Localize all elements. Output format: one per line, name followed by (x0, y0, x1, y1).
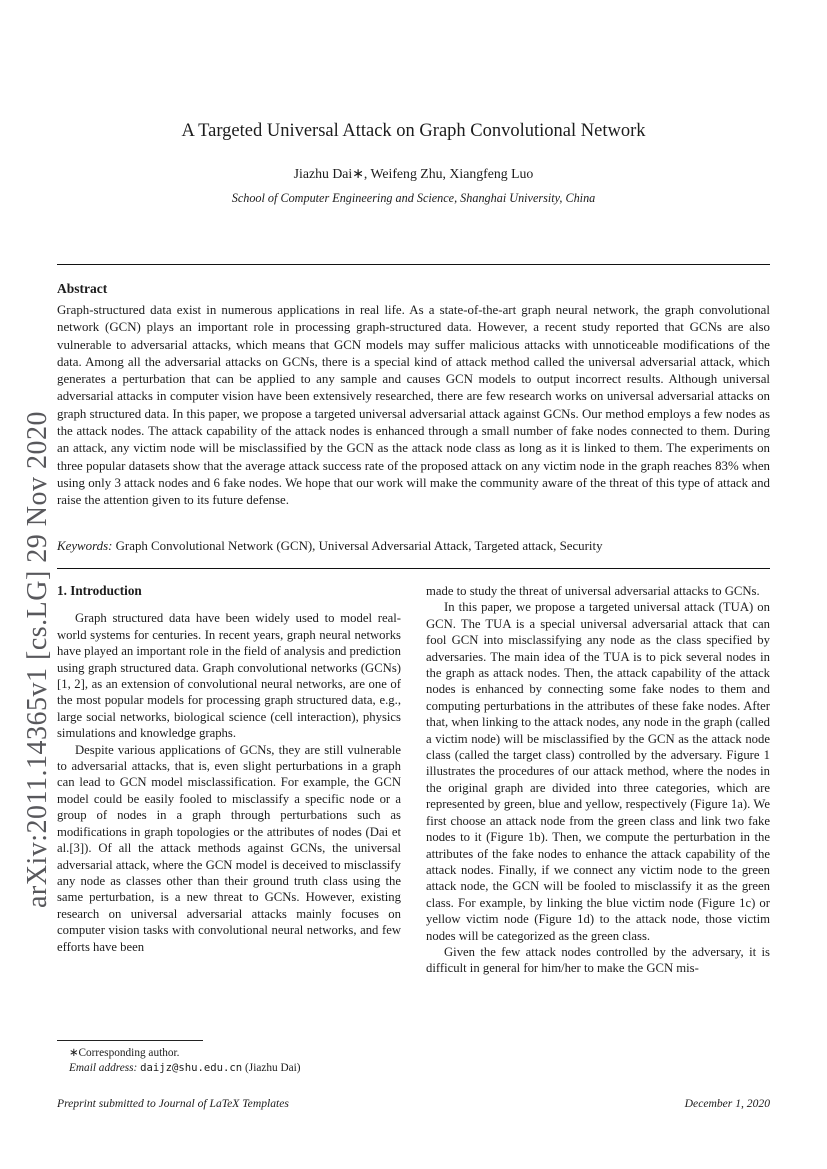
abstract-body: Graph-structured data exist in numerous applications in real life. As a state-of-the-art graph neural network, the graph convolutional network (GCN) plays an important role in processing graph-structured data. However, a recent study reported that GCNs are also vulnerable to adversarial attacks, which means that GCN models may suffer malicious attacks with unnoticeable modifications of the data. Among all the adversarial attacks on GCNs, there is a special kind of attack method called the universal adversarial attack, which generates a perturbation that can be applied to any sample and causes GCN models to output incorrect results. Although universal adversarial attacks in computer vision have been extensively researched, there are few research works on universal adversarial attacks on graph structured data. In this paper, we propose a targeted universal adversarial attack against GCNs. Our method employs a few nodes as the attack nodes. The attack capability of the attack nodes is enhanced through a small number of fake nodes connected to them. During an attack, any victim node will be misclassified by the GCN as the attack node class as long as it is linked to them. The experiments on three popular datasets show that the average attack success rate of the proposed attack on any victim node in the graph reaches 83% when using only 3 attack nodes and 6 fake nodes. We hope that our work will make the community aware of the threat of this type of attack and raise the attention given to its future defense. (57, 303, 770, 508)
footnote-corresponding-author: ∗Corresponding author. (69, 1047, 180, 1059)
paper-title: A Targeted Universal Attack on Graph Convolutional Network (181, 121, 646, 141)
footnote-email-label: Email address: (69, 1061, 138, 1074)
paragraph: Despite various applications of GCNs, they are still vulnerable to adversarial attacks, that is, even slight perturbations in a graph can lead to GCN model misclassification. For example, the GCN model could be easily fooled to misclassify a specific node or a group of nodes in a graph through perturbations such as modifications in graph topologies or the attributes of nodes (Dai et al.[3]). Of all the attack methods against GCNs, the universal adversarial attack, where the GCN model is deceived to misclassify any node as classes other than their ground truth class using the same perturbation, is a new threat to GCNs. However, existing research on universal adversarial attacks mainly focuses on computer vision tasks with convolutional neural networks, and few efforts have been (57, 742, 401, 954)
footnote-email-line (57, 1061, 425, 1076)
arxiv-watermark: arXiv:2011.14365v1 [cs.LG] 29 Nov 2020 (22, 410, 53, 908)
footer-line (57, 1097, 770, 1110)
keywords-text: Graph Convolutional Network (GCN), Universal Adversarial Attack, Targeted attack, Security (115, 539, 603, 553)
paragraph: Given the few attack nodes controlled by the adversary, it is difficult in general for him/her to make the GCN mis- (426, 944, 770, 976)
keywords-label: Keywords: (57, 539, 113, 553)
footnote-email-address: daijz@shu.edu.cn (140, 1061, 243, 1074)
footer-preprint-note: Preprint submitted to Journal of LaTeX Templates (57, 1097, 289, 1110)
right-column (426, 583, 770, 977)
paragraph: made to study the threat of universal adversarial attacks to GCNs. (426, 584, 760, 598)
divider-above-abstract (57, 264, 770, 265)
paragraph: Graph structured data have been widely used to model real-world systems for centuries. In recent years, graph neural networks have played an important role in the field of analysis and prediction using graph structured data. Graph convolutional networks (GCNs)[1, 2], as an extension of convolutional neural networks, are one of the most popular models for processing graph structured data, e.g., large social networks, biological science (cell interaction), physics simulations and knowledge graphs. (57, 611, 401, 741)
two-column-body (57, 583, 770, 977)
paragraph: In this paper, we propose a targeted universal attack (TUA) on GCN. The TUA is a special universal adversarial attack that can fool GCN into misclassifying any node as the class specified by adversaries. The main idea of the TUA is to pick several nodes in the graph as attack nodes. Then, the attack capability of the attack nodes is enhanced by connecting some fake nodes to them and computing perturbations in the attributes of these fake nodes. After that, when linking to the attack nodes, any node in the graph (called a victim node) will be misclassified by the GCN as the attack node class (called the target class) controlled by the adversary. Figure 1 illustrates the procedures of our attack method, where the nodes in the original graph are divided into three categories, which are represented by green, blue and yellow, respectively (Figure 1a). We first choose an attack node from the green class and link two fake nodes to it (Figure 1b). Then, we compute the perturbation in the attributes of the fake nodes to enhance the attack capability of the attack nodes. Finally, if we connect any victim node to the green attack node, the GCN will be fooled to misclassify it as the green class. For example, by linking the blue victim node (Figure 1c) or yellow victim node (Figure 1d) to the attack node, those victim nodes will be categorized as the green class. (426, 600, 770, 943)
footnote-email-suffix: (Jiazhu Dai) (245, 1061, 301, 1074)
footnote-block (57, 1040, 425, 1075)
section-heading-introduction: 1. Introduction (57, 583, 142, 598)
footer-date: December 1, 2020 (684, 1097, 770, 1110)
affiliation-line: School of Computer Engineering and Science, Shanghai University, China (231, 191, 596, 205)
left-column (57, 583, 401, 977)
abstract-heading: Abstract (57, 281, 108, 296)
authors-line: Jiazhu Dai∗, Weifeng Zhu, Xiangfeng Luo (293, 166, 534, 181)
footnote-rule (57, 1040, 203, 1041)
keywords-line (57, 539, 770, 554)
divider-below-keywords (57, 568, 770, 569)
